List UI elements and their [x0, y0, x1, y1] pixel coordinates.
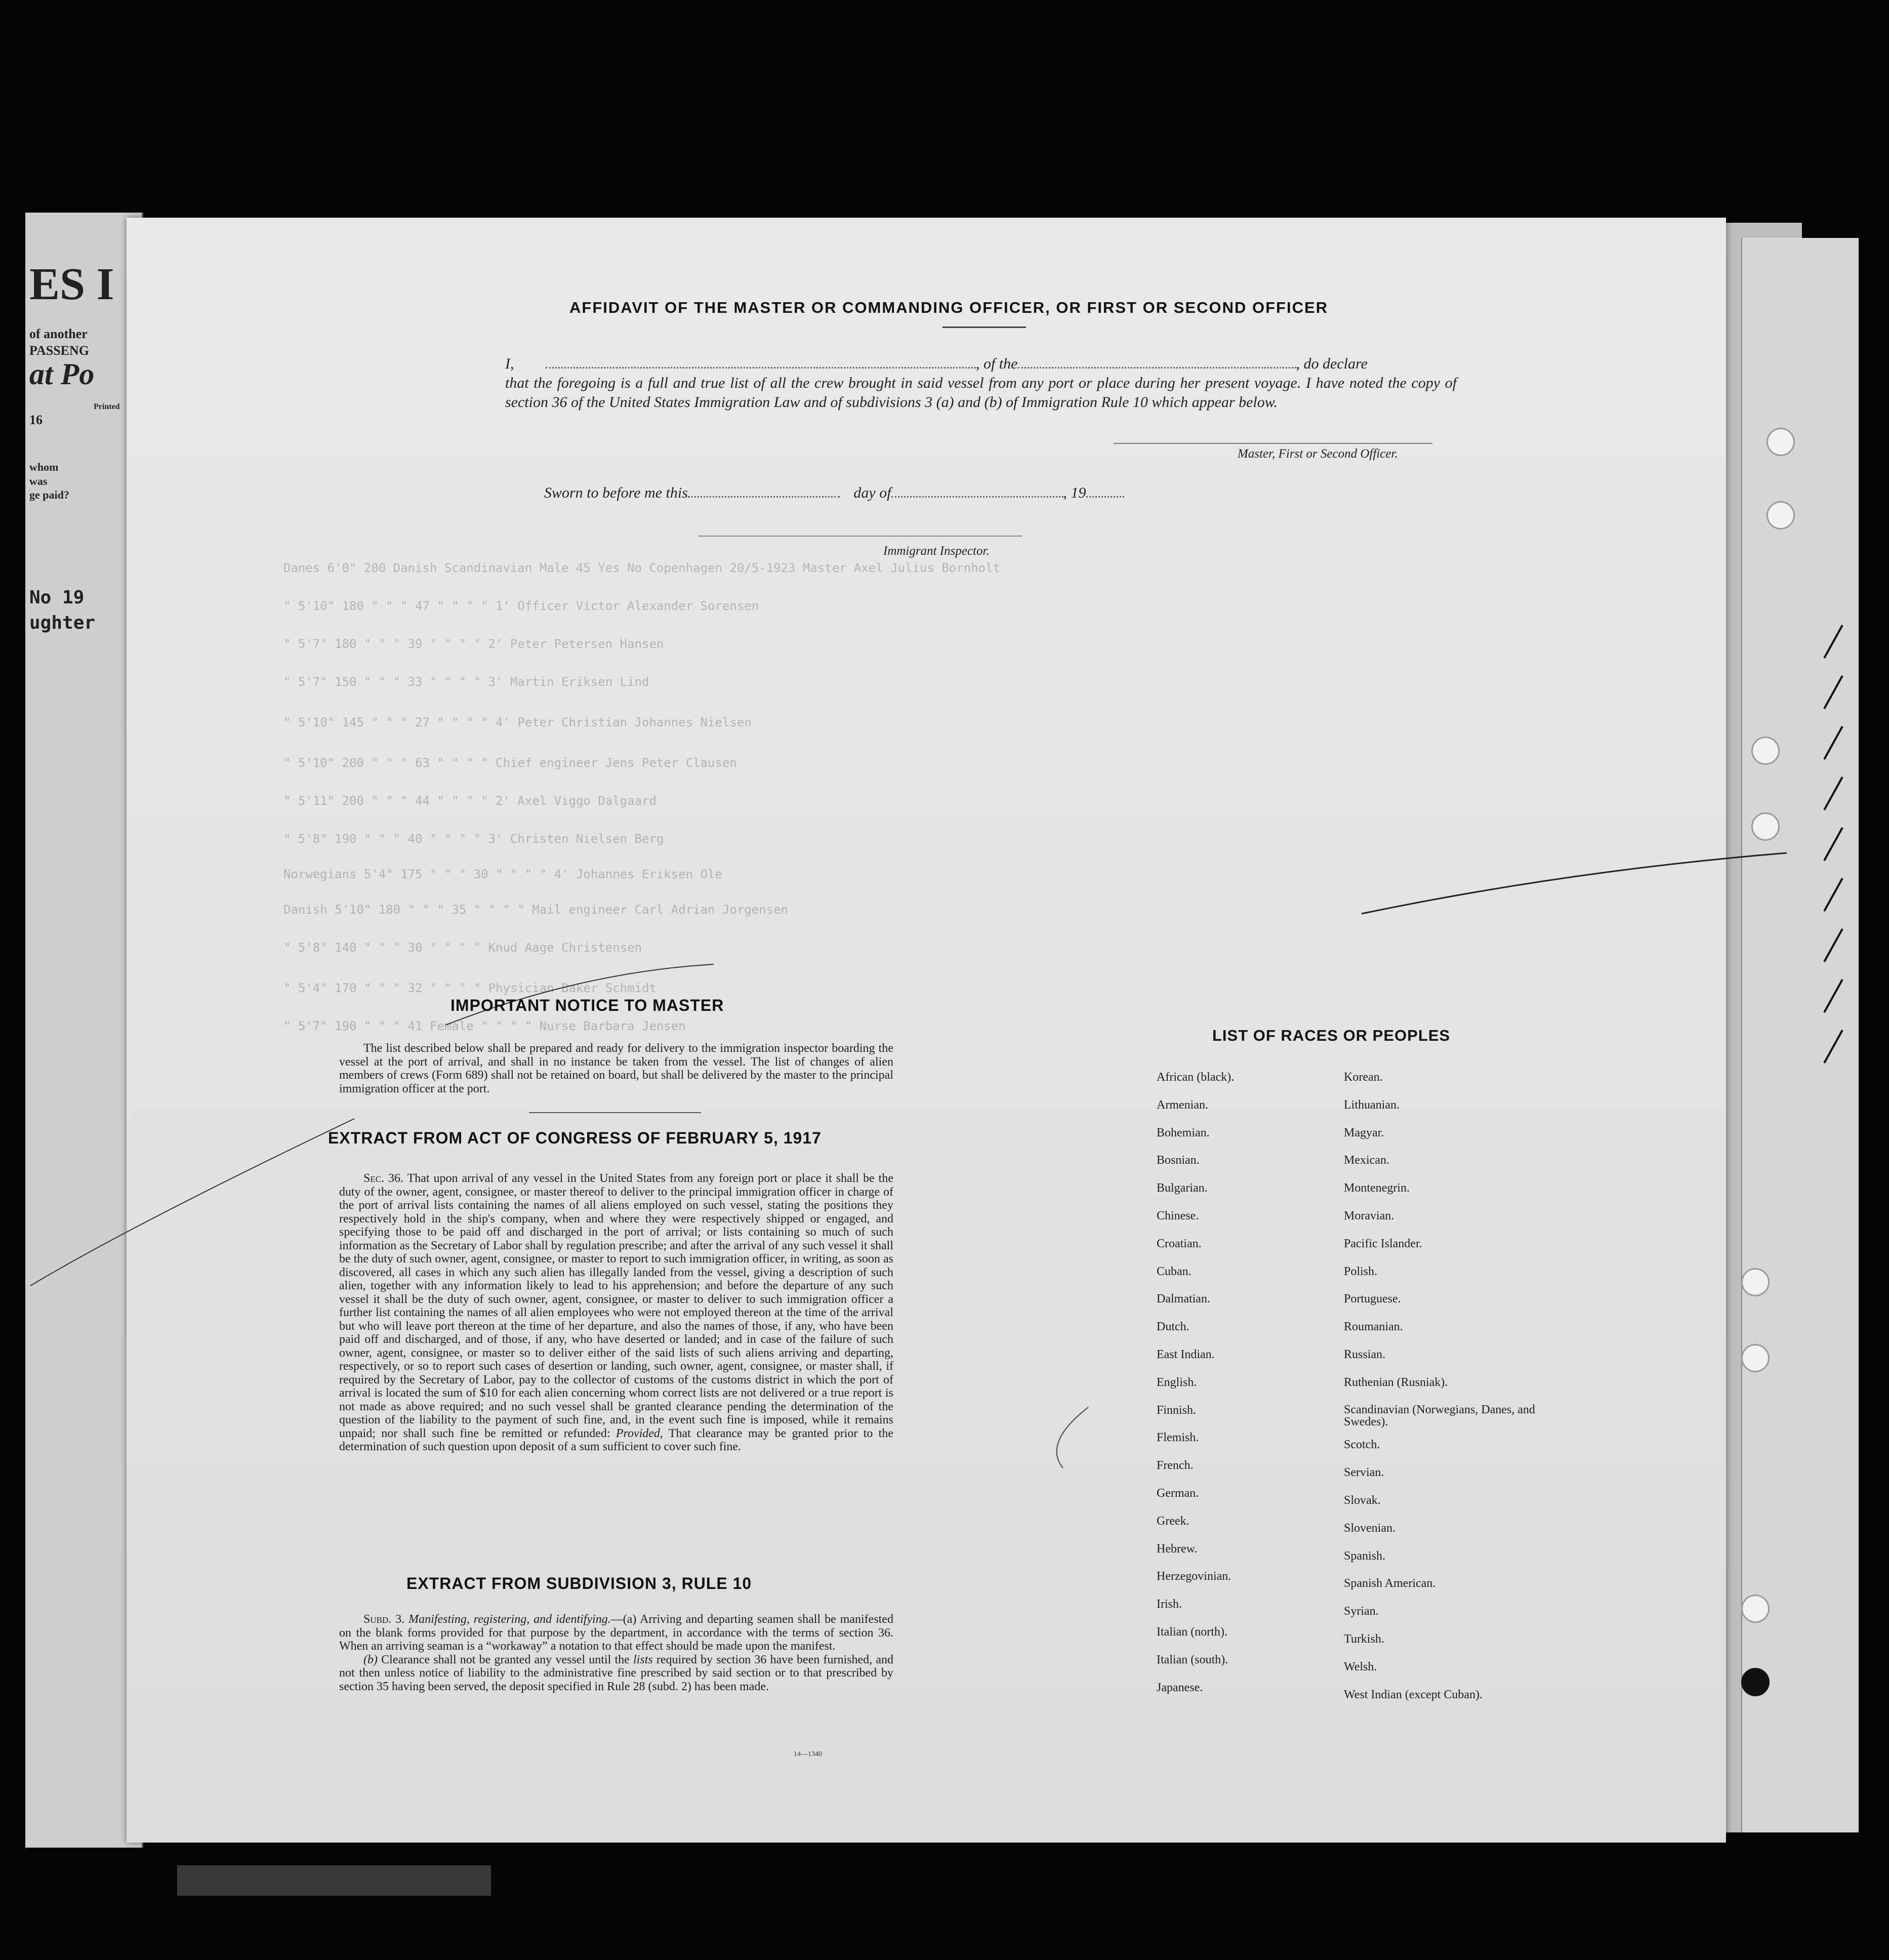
race-item: Croatian.: [1157, 1237, 1202, 1250]
bleed-through-row: " 5'11" 200 " " " 44 " " " " 2' Axel Viggo Dalgaard: [283, 794, 656, 808]
race-item: West Indian (except Cuban).: [1344, 1688, 1483, 1701]
race-item: Scotch.: [1344, 1438, 1380, 1452]
race-item: East Indian.: [1157, 1348, 1215, 1361]
race-item: Chinese.: [1157, 1209, 1199, 1222]
race-item: Spanish.: [1344, 1549, 1386, 1563]
affidavit-do-declare: , do declare: [1296, 355, 1368, 372]
race-item: Finnish.: [1157, 1403, 1197, 1417]
bleed-through-row: " 5'10" 200 " " " 63 " " " " Chief engineer Jens Peter Clausen: [283, 756, 737, 770]
left-sheet-fragment: 16: [29, 413, 43, 427]
left-sheet-fragment: at Po: [29, 357, 95, 391]
race-item: French.: [1157, 1459, 1194, 1473]
race-item: Korean.: [1344, 1071, 1383, 1084]
inspector-label: Immigrant Inspector.: [883, 544, 990, 558]
clause-b-lists: lists: [633, 1653, 653, 1666]
race-item: Welsh.: [1344, 1660, 1377, 1673]
race-item: Slovenian.: [1344, 1521, 1395, 1535]
race-item: Servian.: [1344, 1466, 1384, 1480]
bleed-through-row: " 5'4" 170 " " " 32 " " " " Physician Baker Schmidt: [283, 981, 656, 995]
bleed-through-row: Danish 5'10" 180 " " " 35 " " " " Mail engineer Carl Adrian Jorgensen: [283, 903, 788, 917]
race-item: Flemish.: [1157, 1431, 1199, 1445]
race-item: Greek.: [1157, 1514, 1189, 1528]
left-sheet-fragment: of another: [29, 326, 88, 341]
race-item: Magyar.: [1344, 1126, 1384, 1139]
race-item: German.: [1157, 1487, 1199, 1500]
bleed-through-row: " 5'7" 180 " " " 39 " " " " 2' Peter Petersen Hansen: [283, 637, 664, 651]
clause-a-text: Arriving and departing seamen shall be manifested on the blank forms provided for that purpose by the department, in accordance with the terms of section 36. When an arriving seaman is a “workaway” a notation to that effect should be made upon the manifest.: [339, 1613, 893, 1653]
race-item: Slovak.: [1344, 1494, 1381, 1507]
hatch-marks: [1824, 625, 1842, 1063]
act-extract-body: [339, 1172, 893, 1454]
section-36-label: Sec. 36.: [363, 1172, 404, 1185]
race-item: Montenegrin.: [1344, 1181, 1410, 1195]
race-item: Roumanian.: [1344, 1320, 1403, 1334]
left-sheet-fragment: PASSENG: [29, 343, 89, 358]
race-item: Turkish.: [1344, 1632, 1384, 1646]
race-item: Italian (south).: [1157, 1653, 1228, 1666]
race-item: Armenian.: [1157, 1098, 1208, 1112]
bleed-through-row: " 5'8" 140 " " " 30 " " " " Knud Aage Christensen: [283, 941, 642, 955]
proviso-text: That clearance may be granted prior to the determination of such question upon deposit of a sum sufficient to cover such fine.: [339, 1426, 894, 1453]
left-sheet-fragment: whom: [29, 461, 59, 473]
race-item: Hebrew.: [1157, 1542, 1198, 1556]
race-item: Spanish American.: [1344, 1577, 1436, 1590]
race-item: Bohemian.: [1157, 1126, 1210, 1139]
section-divider: [529, 1112, 701, 1113]
affidavit-title: AFFIDAVIT OF THE MASTER OR COMMANDING OFFICER, OR FIRST OR SECOND OFFICER: [569, 299, 1329, 316]
race-item: Bosnian.: [1157, 1154, 1200, 1167]
act-extract-heading: EXTRACT FROM ACT OF CONGRESS OF FEBRUARY 5, 1917: [328, 1129, 822, 1147]
rule-extract-heading: EXTRACT FROM SUBDIVISION 3, RULE 10: [406, 1574, 752, 1592]
pen-stroke: [1057, 1407, 1088, 1468]
clause-a-label: —(a): [610, 1613, 637, 1626]
bleed-through-row: " 5'7" 150 " " " 33 " " " " 3' Martin Eriksen Lind: [283, 675, 649, 689]
race-item: Ruthenian (Rusniak).: [1344, 1375, 1448, 1389]
pen-stroke: [30, 1119, 354, 1286]
race-item: English.: [1157, 1375, 1197, 1389]
left-sheet-fragment: ge paid?: [29, 488, 69, 501]
race-item: Scandinavian (Norwegians, Danes, and Swedes).: [1344, 1403, 1535, 1428]
clause-b-label: (b): [363, 1653, 378, 1666]
left-sheet-fragment: was: [29, 475, 48, 487]
day-of-label: day of: [853, 484, 891, 501]
form-number: 14—1340: [794, 1750, 822, 1758]
section-36-text: That upon arrival of any vessel in the United States from any foreign port or place it shall be the duty of the owner, agent, consignee, or master thereof to deliver to the principal immigration officer in charge of the port of arrival lists containing the names of all aliens employed on such vessel, stating the positions they respectively hold in the ship's company, when and where they were respectively shipped or engaged, and specifying those to be paid off and discharged in the port of arrival; or lists containing so much of such information as the Secretary of Labor shall by regulation prescribe; and after the arrival of any such vessel it shall be the duty of such owner, agent, consignee, or master to report to such immigration officer, in writing, as soon as discovered, all cases in which any such alien has illegally landed from the vessel, giving a description of such alien, together with any information likely to lead to his apprehension; and before the departure of any such vessel it shall be the duty of such owner, agent, consignee, or master to deliver to such immigration officer a further list containing the names of all alien employees who were not employed thereon at the time of the arrival but who will leave port thereon at the time of her departure, and also the names of those, if any, who have been paid off and discharged, and of those, if any, who have deserted or landed; and in case of the failure of such owner, agent, consignee, or master so to deliver either of the said lists of such aliens arriving and departing, respectively, or so to report such cases of desertion or landing, such owner, agent, consignee, or master shall, if required by the Secretary of Labor, pay to the collector of customs of the customs district in which the port of arrival is located the sum of $10 for each alien concerning whom correct lists are not delivered or a true report is not made as above required; and no such vessel shall be granted clearance pending the determination of the question of the liability to the payment of such fine, and, in the event such fine is imposed, while it remains unpaid; nor shall such fine be remitted or refunded:: [339, 1172, 894, 1440]
clause-b-text-2: required by section 36 have been furnished, and not then unless notice of liability to the administrative fine prescribed by said section or to that prescribed by section 35 having been served, the deposit specified in Rule 28 (subd. 2) has been made.: [339, 1653, 894, 1693]
race-item: Italian (north).: [1157, 1625, 1227, 1639]
bottom-tab-strip: [177, 1865, 491, 1896]
race-item: Dutch.: [1157, 1320, 1189, 1334]
races-list-title: LIST OF RACES OR PEOPLES: [1212, 1027, 1451, 1044]
race-item: Portuguese.: [1344, 1292, 1401, 1306]
bleed-through-row: Norwegians 5'4" 175 " " " 30 " " " " 4' Johannes Eriksen Ole: [283, 867, 722, 881]
important-notice-heading: IMPORTANT NOTICE TO MASTER: [450, 996, 724, 1014]
left-sheet-fragment: No 19: [29, 587, 85, 608]
race-item: Syrian.: [1344, 1605, 1379, 1618]
subd-label: Subd. 3.: [363, 1613, 405, 1626]
affidavit-of-the: , of the: [976, 355, 1018, 372]
bleed-through-row: Danes 6'0" 200 Danish Scandinavian Male 45 Yes No Copenhagen 20/5-1923 Master Axel Julius Bornholt: [283, 561, 1001, 575]
race-item: Moravian.: [1344, 1209, 1394, 1222]
race-item: Lithuanian.: [1344, 1098, 1400, 1112]
year-prefix: , 19: [1063, 484, 1086, 501]
race-item: Japanese.: [1157, 1681, 1203, 1694]
race-item: Herzegovinian.: [1157, 1570, 1231, 1583]
race-item: Polish.: [1344, 1264, 1378, 1278]
left-sheet-fragment: Printed: [94, 402, 120, 411]
bleed-through-row: " 5'7" 190 " " " 41 Female " " " " Nurse Barbara Jensen: [283, 1019, 686, 1033]
affidavit-i-label: I,: [505, 355, 514, 372]
pen-stroke: [445, 964, 714, 1025]
affidavit-body: that the foregoing is a full and true list of all the crew brought in said vessel from any port or place during her present voyage. I have noted the copy of section 36 of the United States Immigration Law and of subdivisions 3 (a) and (b) of Immigration Rule 10 which appear below.: [505, 375, 1457, 411]
bleed-through-row: " 5'8" 190 " " " 40 " " " " 3' Christen Nielsen Berg: [283, 832, 664, 846]
race-item: Irish.: [1157, 1598, 1182, 1611]
race-item: Russian.: [1344, 1348, 1386, 1361]
rule-extract-body: [339, 1613, 893, 1693]
sworn-label: Sworn to before me this: [544, 484, 688, 501]
race-item: Mexican.: [1344, 1154, 1389, 1167]
bleed-through-row: " 5'10" 180 " " " 47 " " " " 1' Officer Victor Alexander Sorensen: [283, 599, 759, 613]
left-sheet-fragment: ughter: [29, 612, 96, 633]
race-item: Bulgarian.: [1157, 1181, 1208, 1195]
bleed-through-row: " 5'10" 145 " " " 27 " " " " 4' Peter Christian Johannes Nielsen: [283, 715, 752, 729]
clause-b-text-1: Clearance shall not be granted any vessel until the: [381, 1653, 630, 1666]
important-notice-body: The list described below shall be prepared and ready for delivery to the immigration inspector boarding the vessel at the port of arrival, and shall in no instance be taken from the vessel. The list of changes of alien members of crews (Form 689) shall not be retained on board, but shall be delivered by the master to the principal immigration officer at the port.: [339, 1042, 893, 1095]
race-item: Pacific Islander.: [1344, 1237, 1422, 1250]
left-sheet-fragment: ES I: [29, 259, 114, 309]
subd-title: Manifesting, registering, and identifying.: [408, 1613, 611, 1626]
signature-label: Master, First or Second Officer.: [1238, 447, 1398, 461]
pen-stroke: [1362, 853, 1787, 914]
proviso-word: Provided,: [615, 1426, 663, 1440]
race-item: African (black).: [1157, 1071, 1235, 1084]
race-item: Dalmatian.: [1157, 1292, 1210, 1306]
race-item: Cuban.: [1157, 1264, 1192, 1278]
